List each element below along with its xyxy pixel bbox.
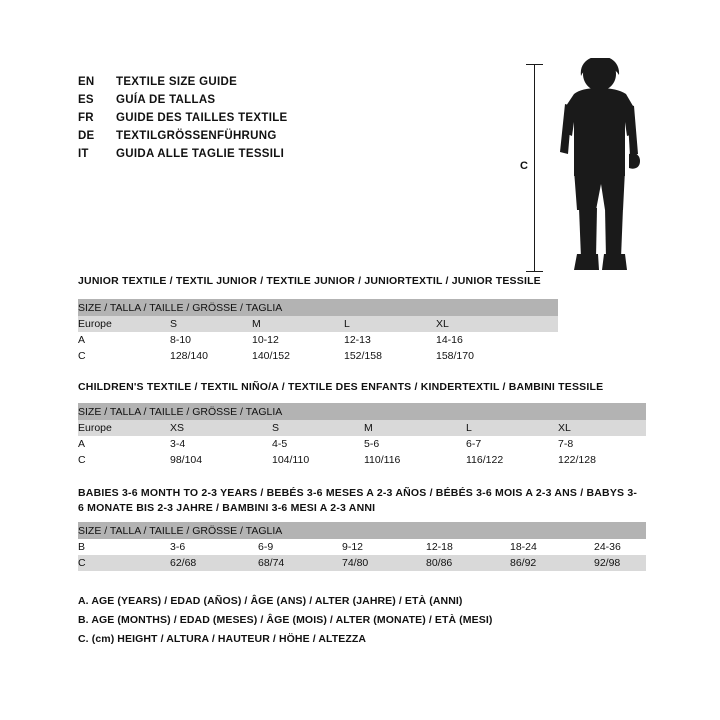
table-children-col-3: M [364,420,466,436]
measure-label-c: C [517,158,531,174]
language-list [78,76,478,166]
table-children-row-c-v4: 122/128 [558,452,646,468]
table-children-row-a-v2: 5-6 [364,436,466,452]
table-babies [78,522,646,571]
table-babies-row-b-v1: 6-9 [258,539,342,555]
table-children-row-a-key: A [78,436,170,452]
footnote-b: B. AGE (MONTHS) / EDAD (MESES) / ÂGE (MOIS) / ALTER (MONATE) / ETÀ (MESI) [78,614,493,626]
table-children-row-c-v0: 98/104 [170,452,272,468]
table-junior-row-c-v3: 158/170 [436,348,558,364]
language-row-es [78,94,478,111]
table-babies-row-b-v4: 18-24 [510,539,594,555]
table-children-row-c-v2: 110/116 [364,452,466,468]
table-children-row-c-key: C [78,452,170,468]
table-children-row-c-v1: 104/110 [272,452,364,468]
language-row-fr [78,112,478,129]
table-junior-row-a-v3: 14-16 [436,332,558,348]
table-junior-header-label: SIZE / TALLA / TAILLE / GRÖSSE / TAGLIA [78,299,558,316]
section-title-children: CHILDREN'S TEXTILE / TEXTIL NIÑO/A / TEXTILE DES ENFANTS / KINDERTEXTIL / BAMBINI TESSILE [78,381,604,393]
table-junior-row-a-key: A [78,332,170,348]
table-babies-row-b-v5: 24-36 [594,539,646,555]
table-children-header-band [78,403,646,420]
table-babies-header-label: SIZE / TALLA / TAILLE / GRÖSSE / TAGLIA [78,522,646,539]
table-babies-row-c-v3: 80/86 [426,555,510,571]
language-row-en [78,76,478,93]
table-children-col-2: S [272,420,364,436]
table-babies-row-b-v3: 12-18 [426,539,510,555]
table-row [78,332,558,348]
language-text-es: GUÍA DE TALLAS [116,94,216,106]
language-text-en: TEXTILE SIZE GUIDE [116,76,238,88]
footnote-c: C. (cm) HEIGHT / ALTURA / HAUTEUR / HÖHE / ALTEZZA [78,633,367,645]
language-text-it: GUIDA ALLE TAGLIE TESSILI [116,148,285,160]
table-children-row-a-v3: 6-7 [466,436,558,452]
table-babies-row-c-v4: 86/92 [510,555,594,571]
table-children-columns-row [78,420,646,436]
table-junior-header-band [78,299,558,316]
language-code-fr: FR [78,112,94,124]
table-junior-col-1: S [170,316,252,332]
language-row-de [78,130,478,147]
table-junior-col-4: XL [436,316,558,332]
table-babies-row-c-v0: 62/68 [170,555,258,571]
table-junior-row-c-v1: 140/152 [252,348,344,364]
table-junior-col-2: M [252,316,344,332]
table-junior-col-0: Europe [78,316,170,332]
table-babies-row-b-key: B [78,539,170,555]
table-children-col-1: XS [170,420,272,436]
table-children-row-a-v1: 4-5 [272,436,364,452]
table-junior-row-c-v0: 128/140 [170,348,252,364]
figure-area [505,58,695,278]
footnote-a: A. AGE (YEARS) / EDAD (AÑOS) / ÂGE (ANS) / ALTER (JAHRE) / ETÀ (ANNI) [78,595,463,607]
table-junior-row-c-key: C [78,348,170,364]
table-children-col-0: Europe [78,420,170,436]
table-children-row-a-v0: 3-4 [170,436,272,452]
language-text-de: TEXTILGRÖSSENFÜHRUNG [116,130,277,142]
table-junior-col-3: L [344,316,436,332]
table-babies-row-c-key: C [78,555,170,571]
table-row [78,436,646,452]
language-code-it: IT [78,148,89,160]
section-title-junior: JUNIOR TEXTILE / TEXTIL JUNIOR / TEXTILE JUNIOR / JUNIORTEXTIL / JUNIOR TESSILE [78,275,541,287]
table-junior-row-a-v1: 10-12 [252,332,344,348]
table-children-col-5: XL [558,420,646,436]
table-children-row-a-v4: 7-8 [558,436,646,452]
table-babies-row-b-v0: 3-6 [170,539,258,555]
table-junior-row-c-v2: 152/158 [344,348,436,364]
measure-line [534,64,535,272]
language-code-en: EN [78,76,95,88]
table-babies-row-c-v2: 74/80 [342,555,426,571]
table-babies-row-c-v1: 68/74 [258,555,342,571]
table-children-col-4: L [466,420,558,436]
table-row [78,539,646,555]
table-babies-header-band [78,522,646,539]
child-silhouette-icon [541,58,661,278]
footnotes [78,592,598,649]
table-row [78,555,646,571]
section-title-babies: BABIES 3-6 MONTH TO 2-3 YEARS / BEBÉS 3-6 MESES A 2-3 AÑOS / BÉBÉS 3-6 MOIS A 2-3 ANS / BABYS 3-6 MONATE BIS 2-3 JAHRE / BAMBINI 3-6 MESI A 2-3 ANNI [78,487,638,514]
table-row [78,452,646,468]
table-junior-row-a-v0: 8-10 [170,332,252,348]
language-code-de: DE [78,130,95,142]
table-junior [78,299,558,364]
table-children-row-c-v3: 116/122 [466,452,558,468]
table-junior-row-a-v2: 12-13 [344,332,436,348]
language-code-es: ES [78,94,94,106]
table-children [78,403,646,468]
table-row [78,348,558,364]
language-row-it [78,148,478,165]
table-children-header-label: SIZE / TALLA / TAILLE / GRÖSSE / TAGLIA [78,403,646,420]
table-babies-row-b-v2: 9-12 [342,539,426,555]
language-text-fr: GUIDE DES TAILLES TEXTILE [116,112,288,124]
table-babies-row-c-v5: 92/98 [594,555,646,571]
table-junior-columns-row [78,316,558,332]
